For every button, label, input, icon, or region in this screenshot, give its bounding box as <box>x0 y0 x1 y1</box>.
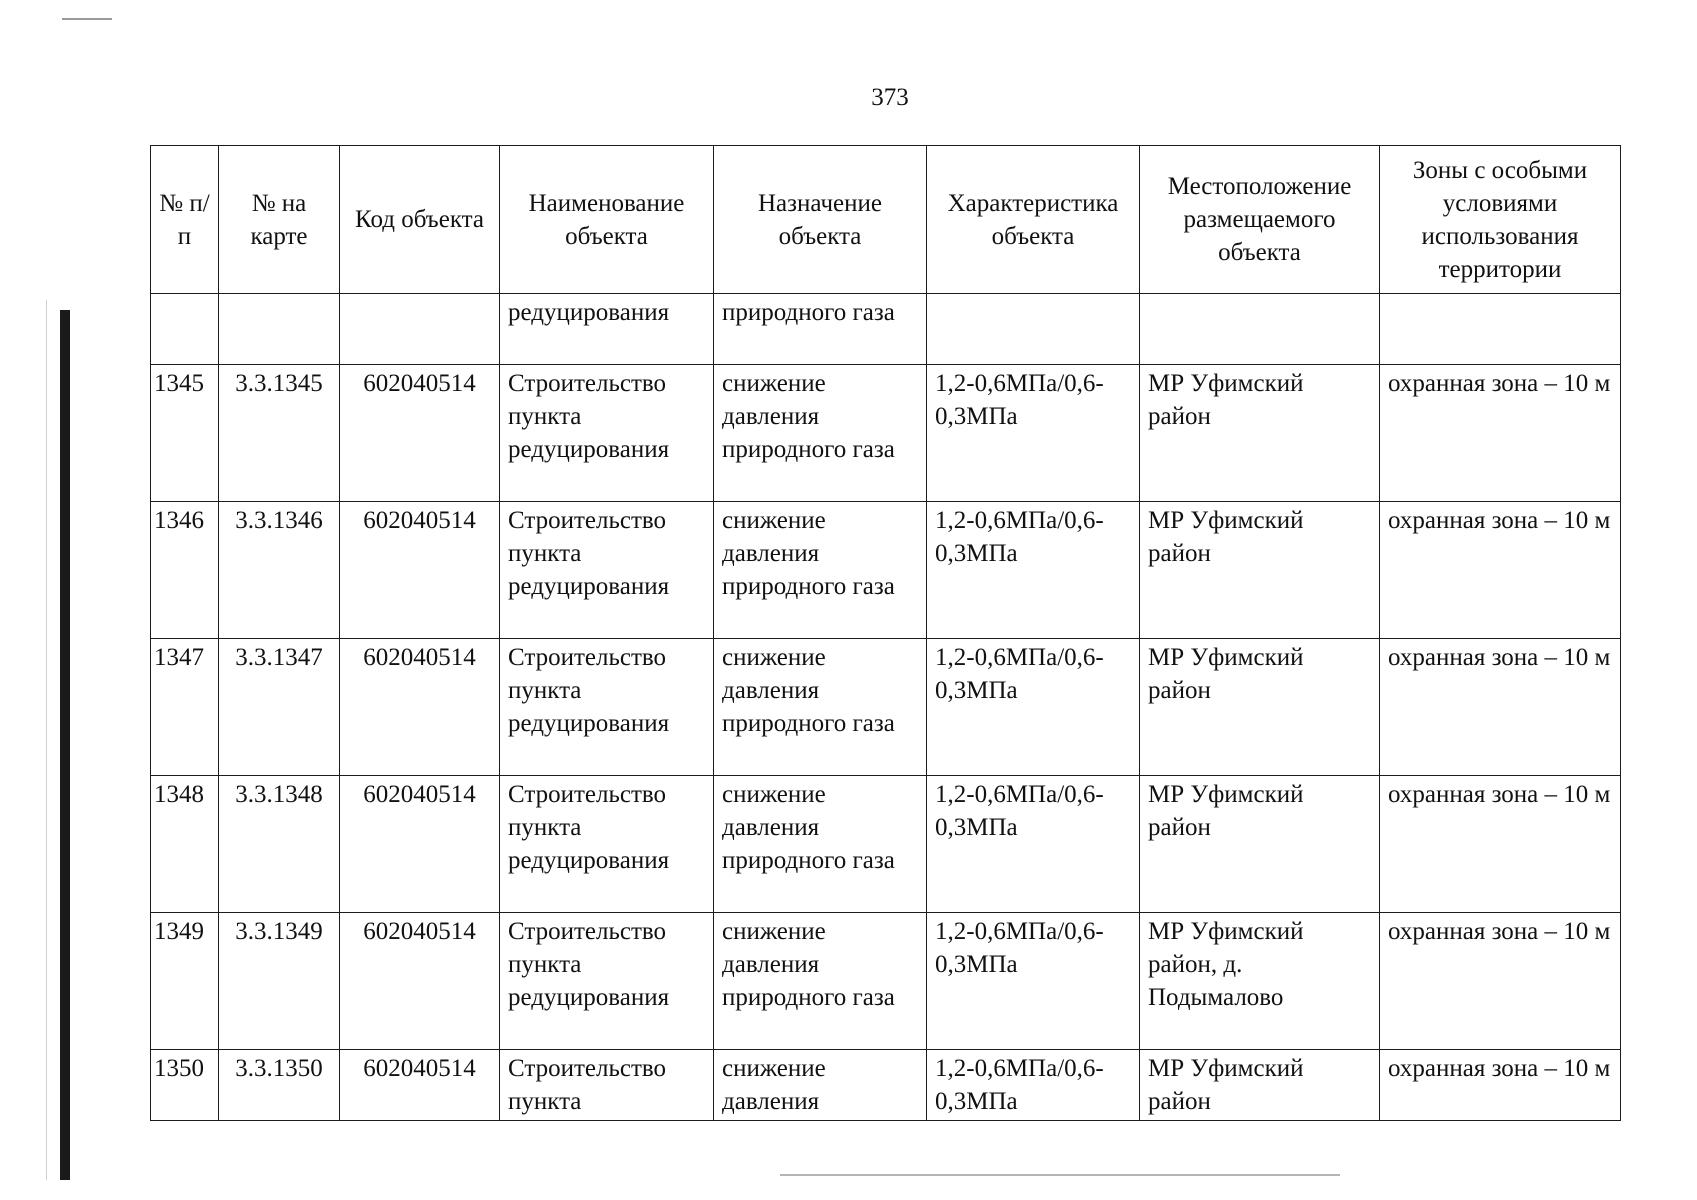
cell-location: МР Уфимский район, д. Подымалово <box>1140 913 1380 1050</box>
cell-zones <box>1380 294 1621 365</box>
cell-purpose: снижение давления <box>714 1050 927 1121</box>
header-map-num: № на карте <box>219 146 340 294</box>
table-row <box>151 502 1621 639</box>
cell-characteristic: 1,2-0,6МПа/0,6-0,3МПа <box>927 502 1140 639</box>
cell-purpose: снижение давления природного газа <box>714 365 927 502</box>
cell-zones: охранная зона – 10 м <box>1380 776 1621 913</box>
cell-location: МР Уфимский район <box>1140 639 1380 776</box>
cell-code <box>340 294 500 365</box>
table-row <box>151 913 1621 1050</box>
scan-artifact-left-line <box>46 300 47 1180</box>
cell-purpose: снижение давления природного газа <box>714 639 927 776</box>
cell-name: редуцирования <box>500 294 714 365</box>
cell-num: 1350 <box>151 1050 219 1121</box>
cell-num <box>151 294 219 365</box>
header-name: Наименование объекта <box>500 146 714 294</box>
cell-zones: охранная зона – 10 м <box>1380 365 1621 502</box>
cell-map-num: 3.3.1347 <box>219 639 340 776</box>
cell-zones: охранная зона – 10 м <box>1380 1050 1621 1121</box>
cell-location: МР Уфимский район <box>1140 776 1380 913</box>
cell-zones: охранная зона – 10 м <box>1380 913 1621 1050</box>
cell-characteristic: 1,2-0,6МПа/0,6-0,3МПа <box>927 1050 1140 1121</box>
cell-purpose: природного газа <box>714 294 927 365</box>
objects-table <box>150 145 1621 1121</box>
cell-name: Строительство пункта редуцирования <box>500 639 714 776</box>
table-row-continuation <box>151 294 1621 365</box>
table-row <box>151 365 1621 502</box>
header-zones: Зоны с особыми условиями использования территории <box>1380 146 1621 294</box>
header-code: Код объекта <box>340 146 500 294</box>
header-location: Местоположение размещаемого объекта <box>1140 146 1380 294</box>
cell-num: 1347 <box>151 639 219 776</box>
header-purpose: Назначение объекта <box>714 146 927 294</box>
cell-map-num: 3.3.1346 <box>219 502 340 639</box>
cell-purpose: снижение давления природного газа <box>714 913 927 1050</box>
header-num: № п/п <box>151 146 219 294</box>
cell-name: Строительство пункта редуцирования <box>500 776 714 913</box>
table-row <box>151 639 1621 776</box>
cell-characteristic: 1,2-0,6МПа/0,6-0,3МПа <box>927 365 1140 502</box>
cell-name: Строительство пункта редуцирования <box>500 365 714 502</box>
table-row <box>151 776 1621 913</box>
cell-name: Строительство пункта редуцирования <box>500 913 714 1050</box>
cell-name: Строительство пункта редуцирования <box>500 502 714 639</box>
cell-map-num: 3.3.1348 <box>219 776 340 913</box>
cell-map-num: 3.3.1350 <box>219 1050 340 1121</box>
cell-code: 602040514 <box>340 639 500 776</box>
cell-num: 1346 <box>151 502 219 639</box>
cell-num: 1348 <box>151 776 219 913</box>
scan-artifact-bottom <box>780 1174 1340 1176</box>
header-characteristic: Характеристика объекта <box>927 146 1140 294</box>
cell-code: 602040514 <box>340 365 500 502</box>
cell-characteristic: 1,2-0,6МПа/0,6-0,3МПа <box>927 639 1140 776</box>
cell-characteristic: 1,2-0,6МПа/0,6-0,3МПа <box>927 913 1140 1050</box>
cell-purpose: снижение давления природного газа <box>714 502 927 639</box>
cell-location <box>1140 294 1380 365</box>
page-number: 373 <box>871 84 909 111</box>
cell-code: 602040514 <box>340 913 500 1050</box>
cell-name: Строительство пункта <box>500 1050 714 1121</box>
cell-purpose: снижение давления природного газа <box>714 776 927 913</box>
cell-zones: охранная зона – 10 м <box>1380 639 1621 776</box>
header-row <box>151 146 1621 294</box>
cell-code: 602040514 <box>340 1050 500 1121</box>
cell-map-num: 3.3.1345 <box>219 365 340 502</box>
cell-characteristic <box>927 294 1140 365</box>
cell-map-num: 3.3.1349 <box>219 913 340 1050</box>
cell-location: МР Уфимский район <box>1140 365 1380 502</box>
cell-num: 1345 <box>151 365 219 502</box>
cell-map-num <box>219 294 340 365</box>
cell-code: 602040514 <box>340 776 500 913</box>
cell-characteristic: 1,2-0,6МПа/0,6-0,3МПа <box>927 776 1140 913</box>
cell-zones: охранная зона – 10 м <box>1380 502 1621 639</box>
scan-binding-edge <box>60 310 70 1180</box>
cell-num: 1349 <box>151 913 219 1050</box>
cell-code: 602040514 <box>340 502 500 639</box>
cell-location: МР Уфимский район <box>1140 502 1380 639</box>
table-row-last <box>151 1050 1621 1121</box>
cell-location: МР Уфимский район <box>1140 1050 1380 1121</box>
scan-artifact-top <box>62 18 112 20</box>
